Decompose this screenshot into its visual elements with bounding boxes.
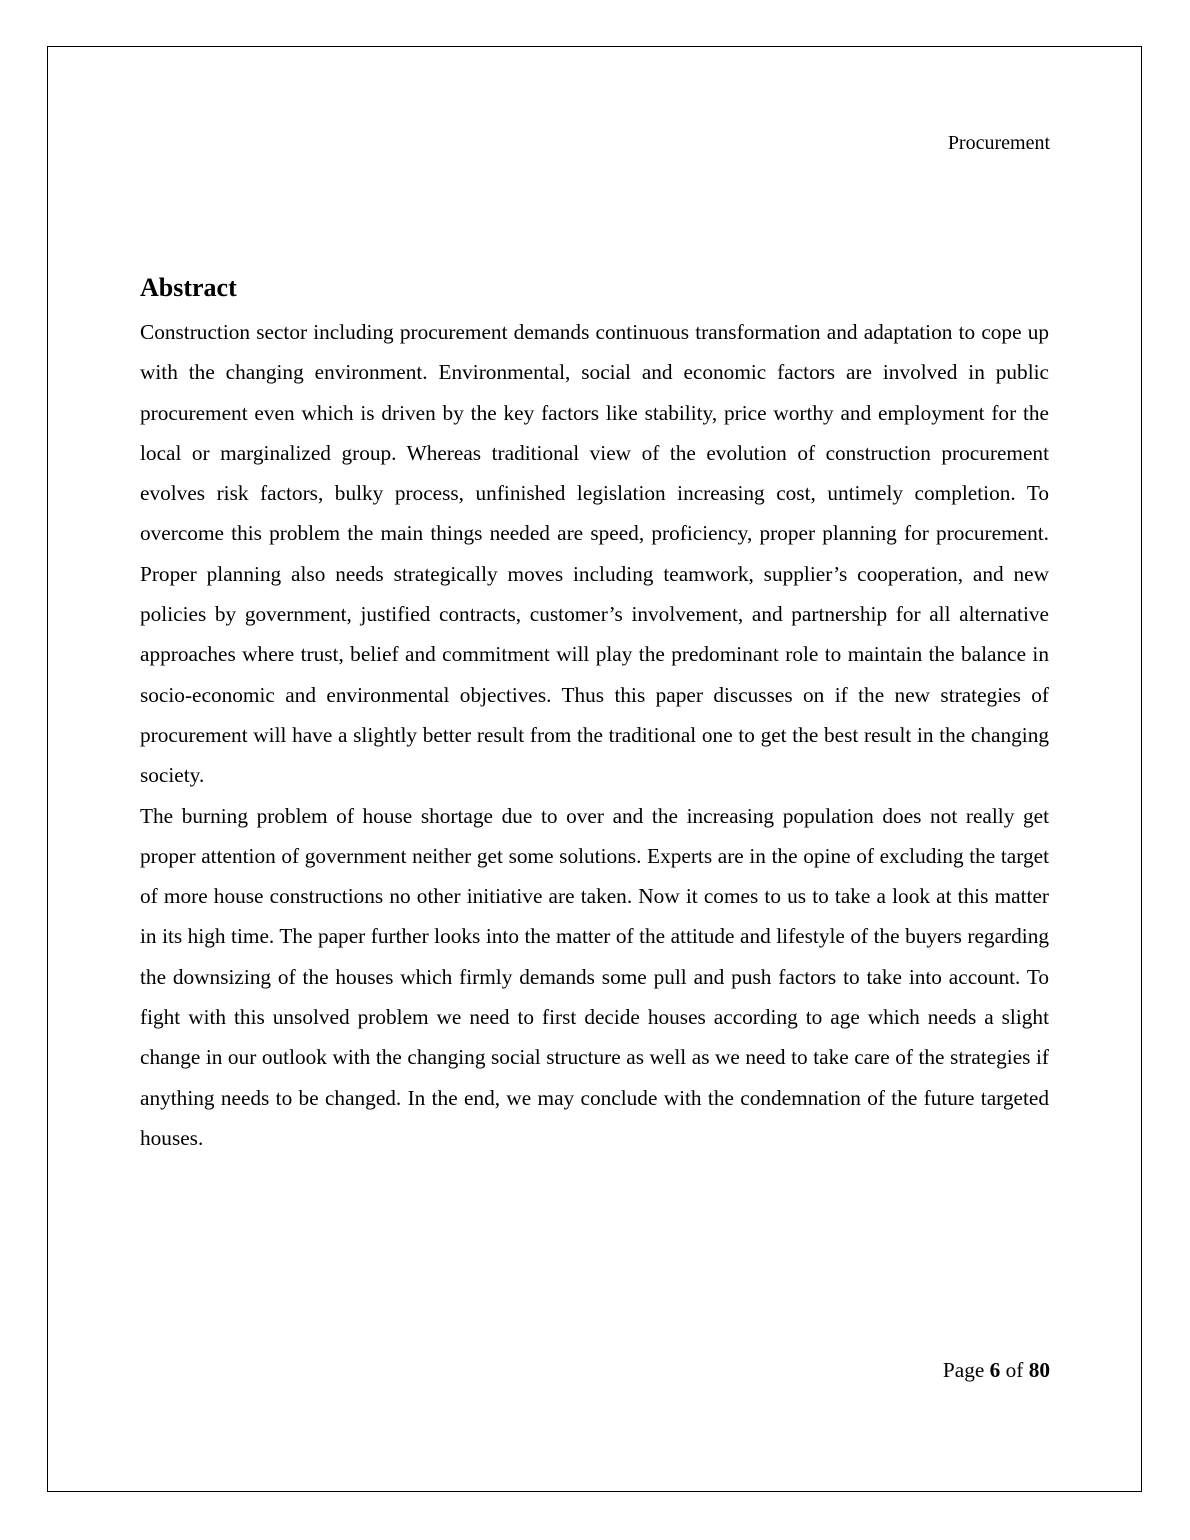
page-word: Page: [942, 1358, 985, 1382]
document-body: [140, 270, 1049, 1158]
current-page-number: 6: [989, 1358, 1001, 1382]
abstract-paragraph-1: Construction sector including procurement demands continuous transformation and adaptation to cope up with the changing environment. Environmental, social and economic factors are involved in public procurement even which is driven by the key factors like stability, price worthy and employment for the local or marginalized group. Whereas traditional view of the evolution of construction procurement evolves risk factors, bulky process, unfinished legislation increasing cost, untimely completion. To overcome this problem the main things needed are speed, proficiency, proper planning for procurement. Proper planning also needs strategically moves including teamwork, supplier’s cooperation, and new policies by government, justified contracts, customer’s involvement, and partnership for all alternative approaches where trust, belief and commitment will play the predominant role to maintain the balance in socio-economic and environmental objectives. Thus this paper discusses on if the new strategies of procurement will have a slightly better result from the traditional one to get the best result in the changing society.: [140, 320, 1049, 788]
of-word: of: [1005, 1358, 1024, 1382]
section-heading-abstract: Abstract: [140, 273, 237, 302]
page-number-footer: [943, 1356, 1050, 1384]
abstract-paragraph-2: The burning problem of house shortage due to over and the increasing population does not really get proper attention of government neither get some solutions. Experts are in the opine of excluding the target of more house constructions no other initiative are taken. Now it comes to us to take a look at this matter in its high time. The paper further looks into the matter of the attitude and lifestyle of the buyers regarding the downsizing of the houses which firmly demands some pull and push factors to take into account. To fight with this unsolved problem we need to first decide houses according to age which needs a slight change in our outlook with the changing social structure as well as we need to take care of the strategies if anything needs to be changed. In the end, we may conclude with the condemnation of the future targeted houses.: [140, 803, 1049, 1150]
total-page-count: 80: [1028, 1358, 1050, 1382]
running-header: Procurement: [947, 132, 1050, 154]
